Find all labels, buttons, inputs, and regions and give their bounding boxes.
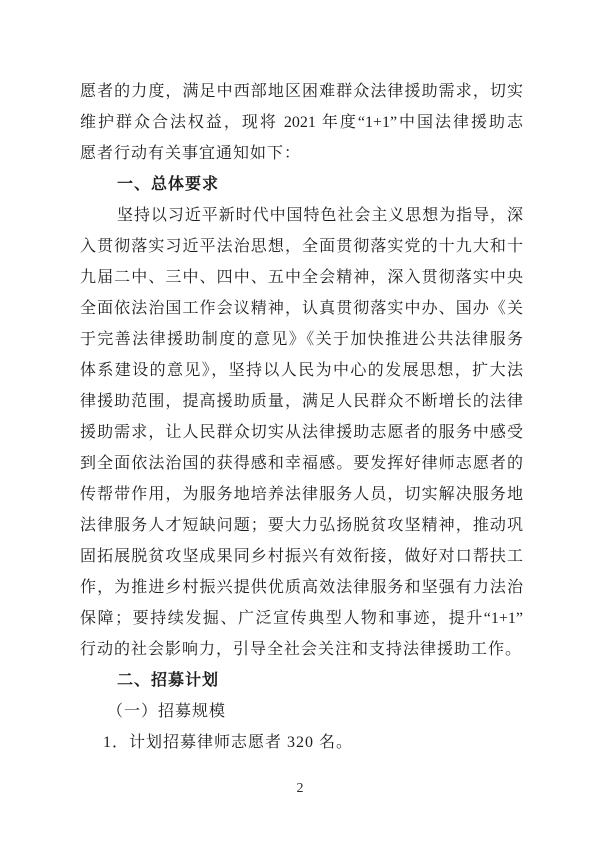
para-overall-line-11: 法律服务人才短缺问题；要大力弘扬脱贫攻坚精神，推动巩 [80, 517, 523, 534]
subsection-heading-recruitment-scale: （一）招募规模 [107, 703, 227, 720]
section-heading-recruitment-plan: 二、招募计划 [117, 672, 220, 689]
intro-line-1: 愿者的力度，满足中西部地区困难群众法律援助需求，切实 [80, 83, 523, 100]
intro-line-2: 维护群众合法权益，现将 2021 年度“1+1”中国法律援助志 [80, 114, 523, 131]
para-overall-line-8: 援助需求，让人民群众切实从法律援助志愿者的服务中感受 [80, 424, 523, 441]
section-heading-overall-requirements: 一、总体要求 [117, 176, 220, 193]
para-overall-line-4: 全面依法治国工作会议精神，认真贯彻落实中办、国办《关 [80, 300, 523, 317]
para-overall-line-10: 传帮带作用，为服务地培养法律服务人员，切实解决服务地 [80, 486, 523, 503]
para-overall-line-3: 九届二中、三中、四中、五中全会精神，深入贯彻落实中央 [80, 269, 523, 286]
para-overall-line-5: 于完善法律援助制度的意见》《关于加快推进公共法律服务 [80, 331, 523, 348]
para-overall-line-7: 律援助范围，提高援助质量，满足人民群众不断增长的法律 [80, 393, 523, 410]
para-overall-line-12: 固拓展脱贫攻坚成果同乡村振兴有效衔接，做好对口帮扶工 [80, 548, 523, 565]
para-overall-line-15: 行动的社会影响力，引导全社会关注和支持法律援助工作。 [80, 641, 523, 658]
list-item-recruit-count: 1．计划招募律师志愿者 320 名。 [103, 734, 354, 751]
para-overall-line-1: 坚持以习近平新时代中国特色社会主义思想为指导，深 [117, 207, 523, 224]
page-body [80, 76, 523, 758]
page-number: 2 [296, 781, 304, 796]
intro-line-3: 愿者行动有关事宜通知如下： [80, 145, 302, 162]
para-overall-line-2: 入贯彻落实习近平法治思想，全面贯彻落实党的十九大和十 [80, 238, 523, 255]
para-overall-line-13: 作，为推进乡村振兴提供优质高效法律服务和坚强有力法治 [80, 579, 523, 596]
para-overall-line-9: 到全面依法治国的获得感和幸福感。要发挥好律师志愿者的 [80, 455, 523, 472]
para-overall-line-14: 保障；要持续发掘、广泛宣传典型人物和事迹，提升“1+1” [80, 610, 523, 627]
para-overall-line-6: 体系建设的意见》，坚持以人民为中心的发展思想，扩大法 [80, 362, 523, 379]
